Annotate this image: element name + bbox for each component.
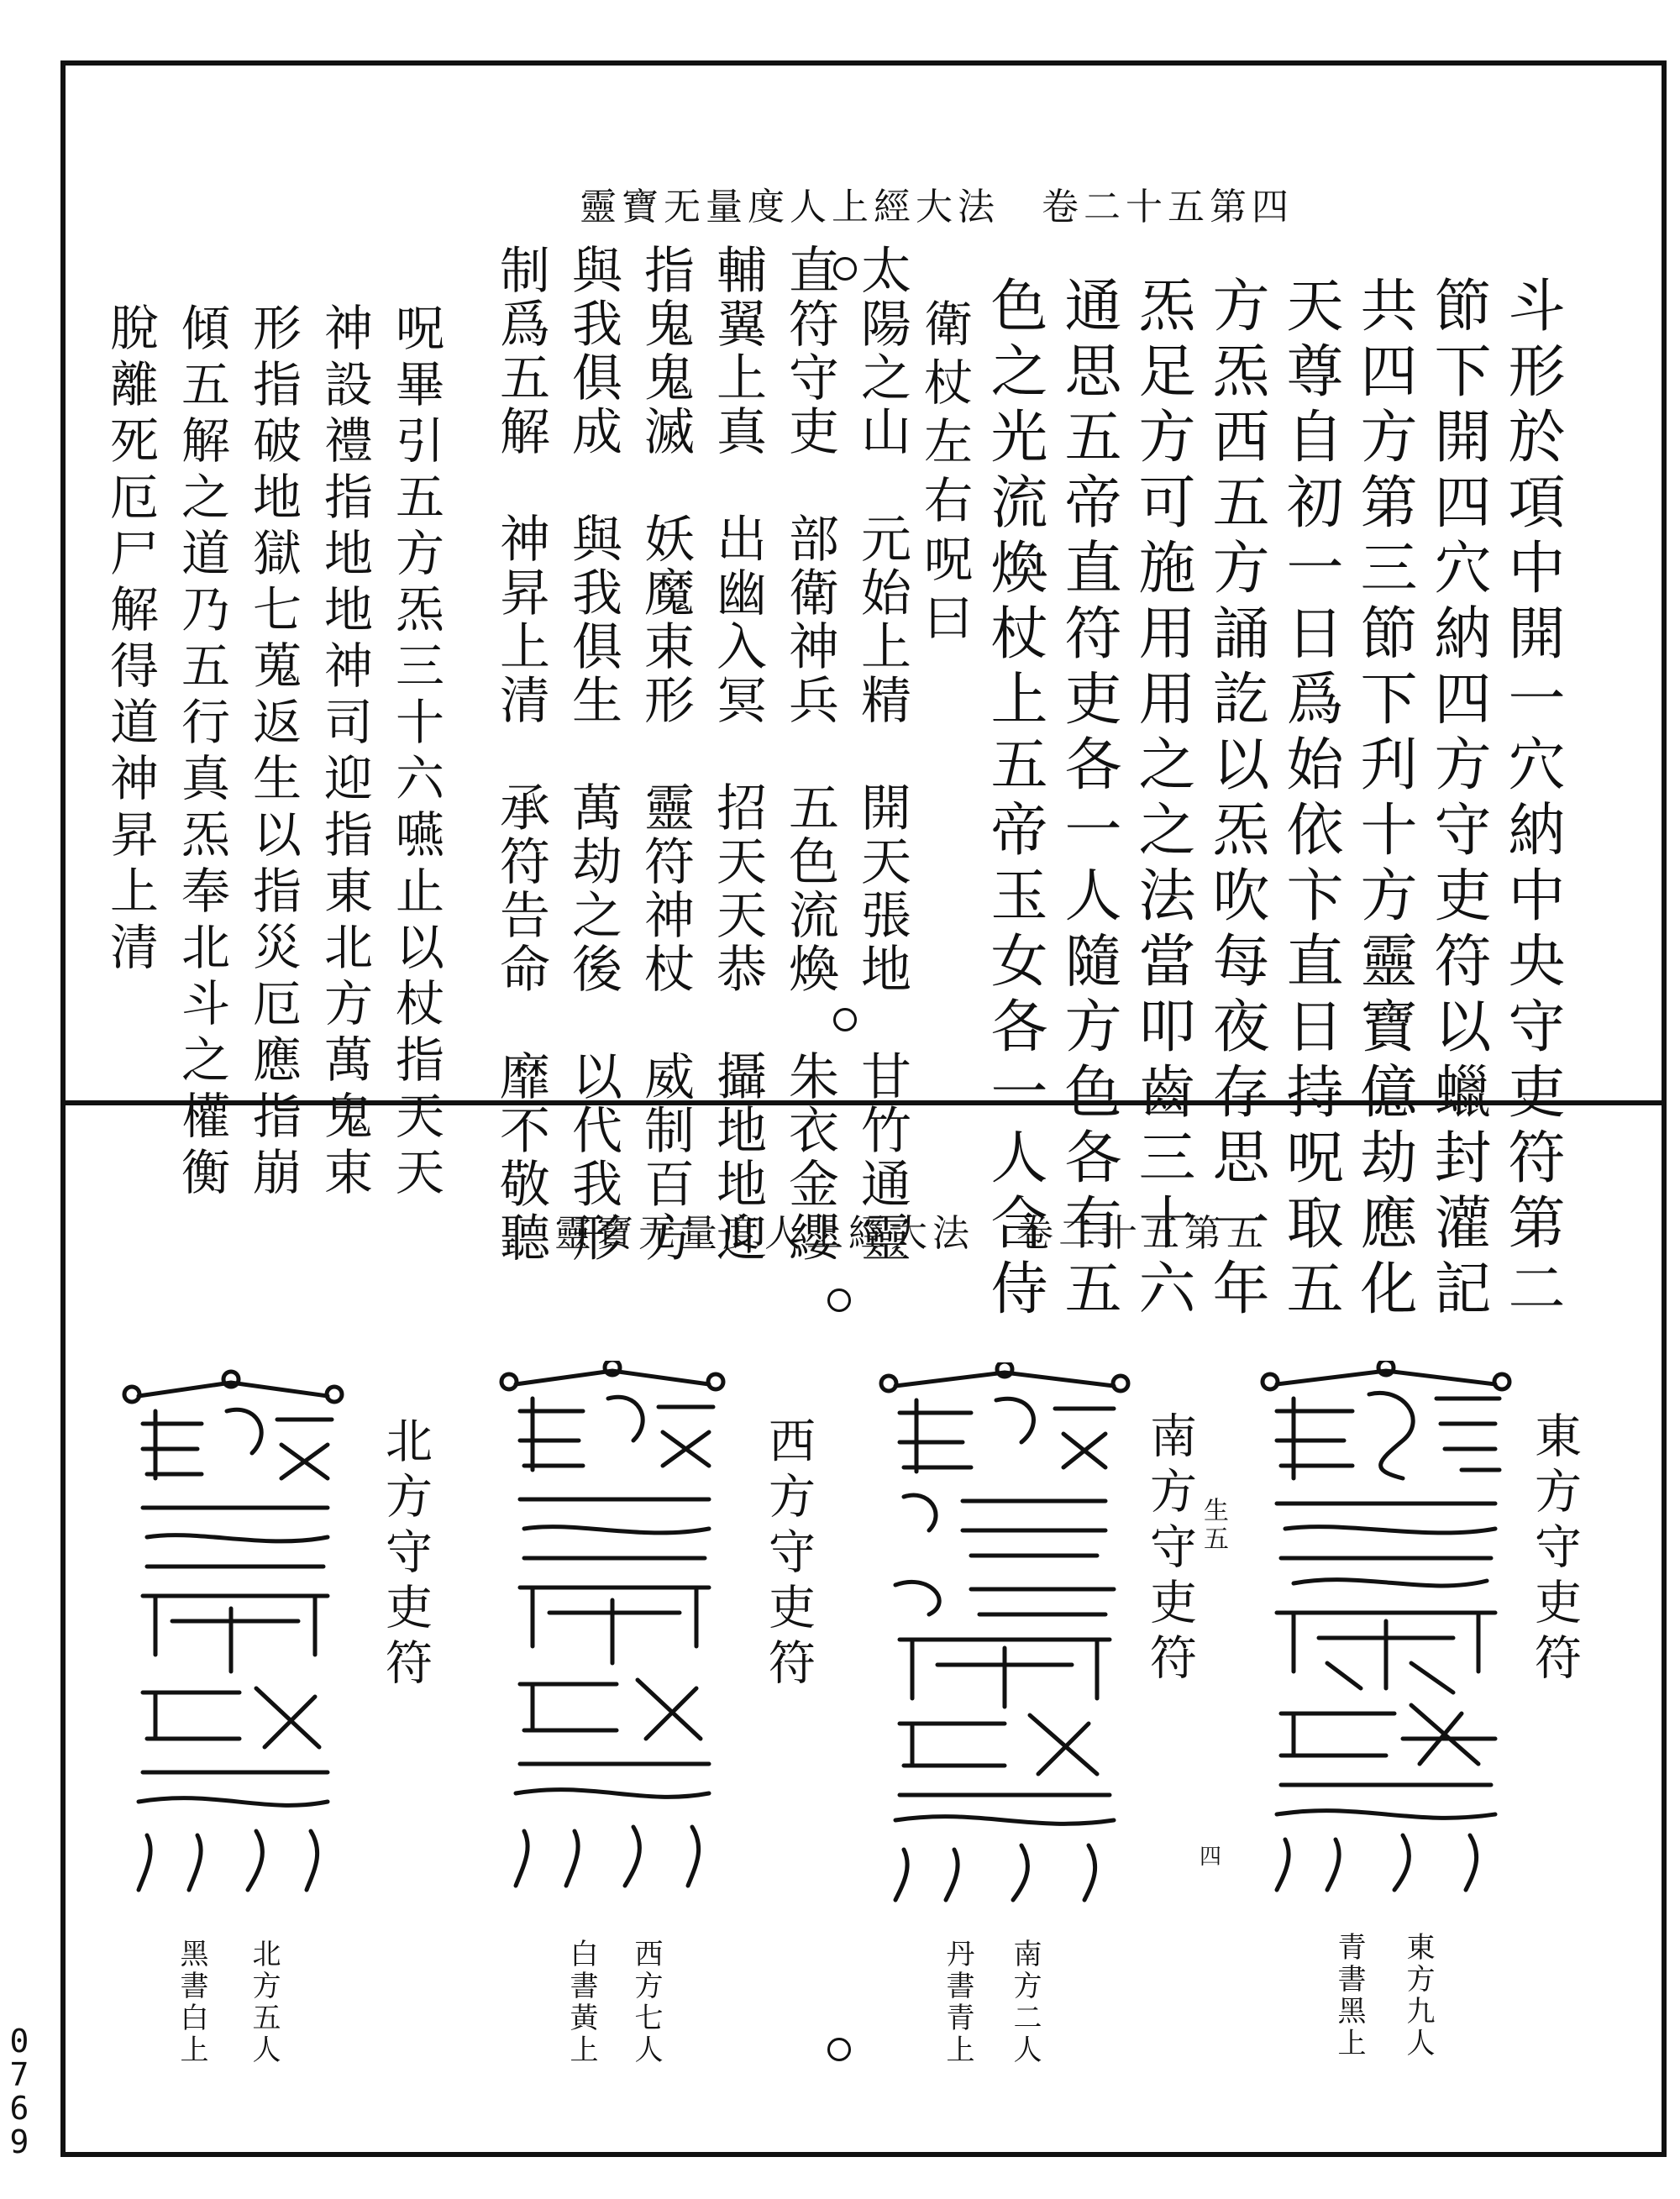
verse-column: 太陽之山 元始上精 開天張地 甘竹通靈: [853, 244, 911, 1265]
text-column: 色之光流煥杖上五帝玉女各一人合侍: [981, 276, 1047, 1324]
west-caption: 西方七人: [629, 1939, 663, 2066]
circle-mark: [833, 1008, 857, 1031]
north-note: 黑書白上: [175, 1939, 208, 2066]
verse-column: 指鬼鬼滅 妖魔束形 靈符神杖 威制百方: [636, 244, 695, 1265]
south-note: 丹書青上: [941, 1939, 974, 2066]
top-page-header: 靈寶无量度人上經大法 卷二十五第四: [580, 186, 1294, 228]
circle-mark: [827, 1288, 851, 1312]
south-talisman-seal: [879, 1362, 1131, 1908]
text-column: 共四方第三節下刋十方靈寶億劫應化: [1351, 276, 1417, 1324]
side-mark: 四: [1200, 1845, 1222, 1870]
east-note: 青書黑上: [1332, 1932, 1366, 2060]
verse-column: 直符守吏 部衛神兵 五色流煥 朱衣金纓: [780, 244, 839, 1265]
verse-column: 制爲五解 神昇上清 承符告命 靡不敬聽: [491, 244, 550, 1265]
north-talisman-label: 北方守吏符: [378, 1416, 433, 1693]
west-talisman-seal: [499, 1361, 726, 1898]
text-column: 節下開四穴納四方守吏符以蠟封灌記: [1425, 276, 1491, 1324]
text-column: 炁足方可施用用之之法當叩齒三十六: [1129, 276, 1195, 1324]
verse-column: 與我俱成 與我俱生 萬劫之後 以代我形: [564, 244, 622, 1265]
west-note: 白書黃上: [564, 1939, 598, 2066]
text-column: 衛杖左右呪曰: [916, 298, 973, 651]
text-column: 方炁西五方誦訖以炁吹每夜存思一年: [1203, 276, 1269, 1324]
south-talisman-label: 南方守吏符: [1142, 1411, 1197, 1688]
text-column: 天尊自初一日爲始依卞直日持呪取五: [1277, 276, 1343, 1324]
south-caption: 南方二人: [1008, 1939, 1042, 2066]
text-column: 斗形於項中開一穴納中央守吏符第二: [1499, 276, 1565, 1324]
east-talisman-seal: [1260, 1361, 1512, 1898]
bottom-page-header: 靈寶无量度人上經大法 卷二十五第五: [554, 1212, 1268, 1255]
page-number: 0 7 6 9: [9, 2023, 29, 2160]
east-caption: 東方九人: [1401, 1932, 1435, 2060]
circle-mark: [833, 257, 857, 281]
side-note: 生五: [1199, 1497, 1228, 1554]
text-column: 脫離死厄尸解得道神昇上清: [102, 302, 159, 978]
verse-column: 輔翼上真 出幽入冥 招天天恭 攝地地迎: [708, 244, 767, 1265]
text-column: 形指破地獄七蒐返生以指災厄應指崩: [244, 302, 302, 1203]
east-talisman-label: 東方守吏符: [1527, 1411, 1582, 1688]
text-column: 神設禮指地地神司迎指東北方萬鬼束: [316, 302, 373, 1203]
north-caption: 北方五人: [247, 1939, 281, 2066]
text-column: 通思五帝直符吏各一人隨方色各有五: [1055, 276, 1121, 1324]
text-column: 呪畢引五方炁三十六嚥止以杖指天天: [387, 302, 444, 1203]
north-talisman-seal: [122, 1361, 344, 1898]
text-column: 傾五解之道乃五行真炁奉北斗之權衡: [173, 302, 230, 1203]
circle-mark: [827, 2038, 851, 2061]
west-talisman-label: 西方守吏符: [761, 1416, 816, 1693]
